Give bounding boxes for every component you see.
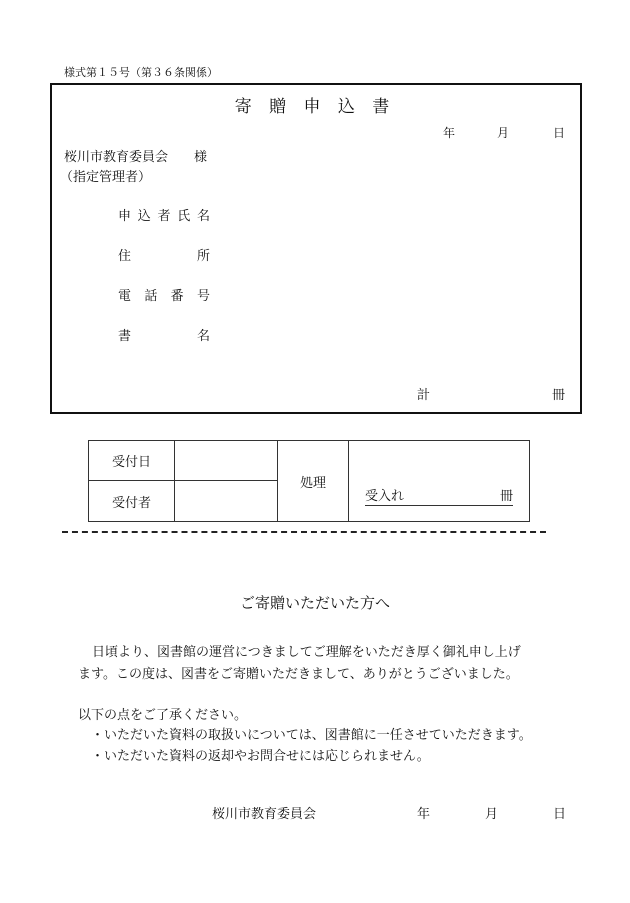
book-title-label: 書 名 — [118, 329, 210, 344]
footer-month: 月 — [485, 807, 499, 822]
processing-cell — [349, 441, 530, 522]
notice-intro: 以下の点をご了承ください。 — [78, 708, 248, 723]
thanks-para-line2: ます。この度は、図書をご寄贈いただきまして、ありがとうございました。 — [78, 667, 519, 682]
processing-label: 処理 — [278, 441, 349, 522]
addressee-name: 桜川市教育委員会 — [64, 150, 169, 165]
cut-line-divider — [62, 531, 546, 533]
received-by-cell — [175, 481, 278, 522]
footer-year: 年 — [417, 807, 431, 822]
office-use-table — [88, 440, 530, 522]
accepted-unit: 冊 — [499, 489, 513, 504]
total-label: 計 — [417, 388, 431, 403]
date-month: 月 — [497, 126, 510, 140]
phone-label: 電 話 番 号 — [118, 289, 210, 304]
addressee-honorific: 様 — [194, 150, 208, 165]
addressee-designated-manager: （指定管理者） — [60, 170, 152, 185]
notice-bullet-1: ・いただいた資料の取扱いについては、図書館に一任させていただきます。 — [91, 728, 532, 743]
address-label: 住 所 — [118, 249, 210, 264]
thanks-para-line1: 日頃より、図書館の運営につきましてご理解をいただき厚く御礼申し上げ — [92, 645, 521, 660]
applicant-name-label: 申 込 者 氏 名 — [118, 209, 210, 224]
date-day: 日 — [553, 126, 566, 140]
date-year: 年 — [443, 126, 456, 140]
addressee-line — [64, 146, 207, 165]
received-by-label: 受付者 — [89, 481, 175, 522]
received-date-label: 受付日 — [89, 441, 175, 481]
footer-day: 日 — [553, 807, 567, 822]
footer-org: 桜川市教育委員会 — [212, 807, 317, 822]
accepted-line — [365, 485, 513, 506]
accepted-label: 受入れ — [365, 489, 405, 504]
received-date-cell — [175, 441, 278, 481]
total-unit: 冊 — [552, 388, 566, 403]
notice-bullet-2: ・いただいた資料の返却やお問合せには応じられません。 — [91, 749, 430, 764]
form-number-label: 様式第１５号（第３６条関係） — [64, 66, 218, 79]
form-title: 寄 贈 申 込 書 — [234, 97, 396, 117]
thanks-title: ご寄贈いただいた方へ — [239, 594, 390, 612]
